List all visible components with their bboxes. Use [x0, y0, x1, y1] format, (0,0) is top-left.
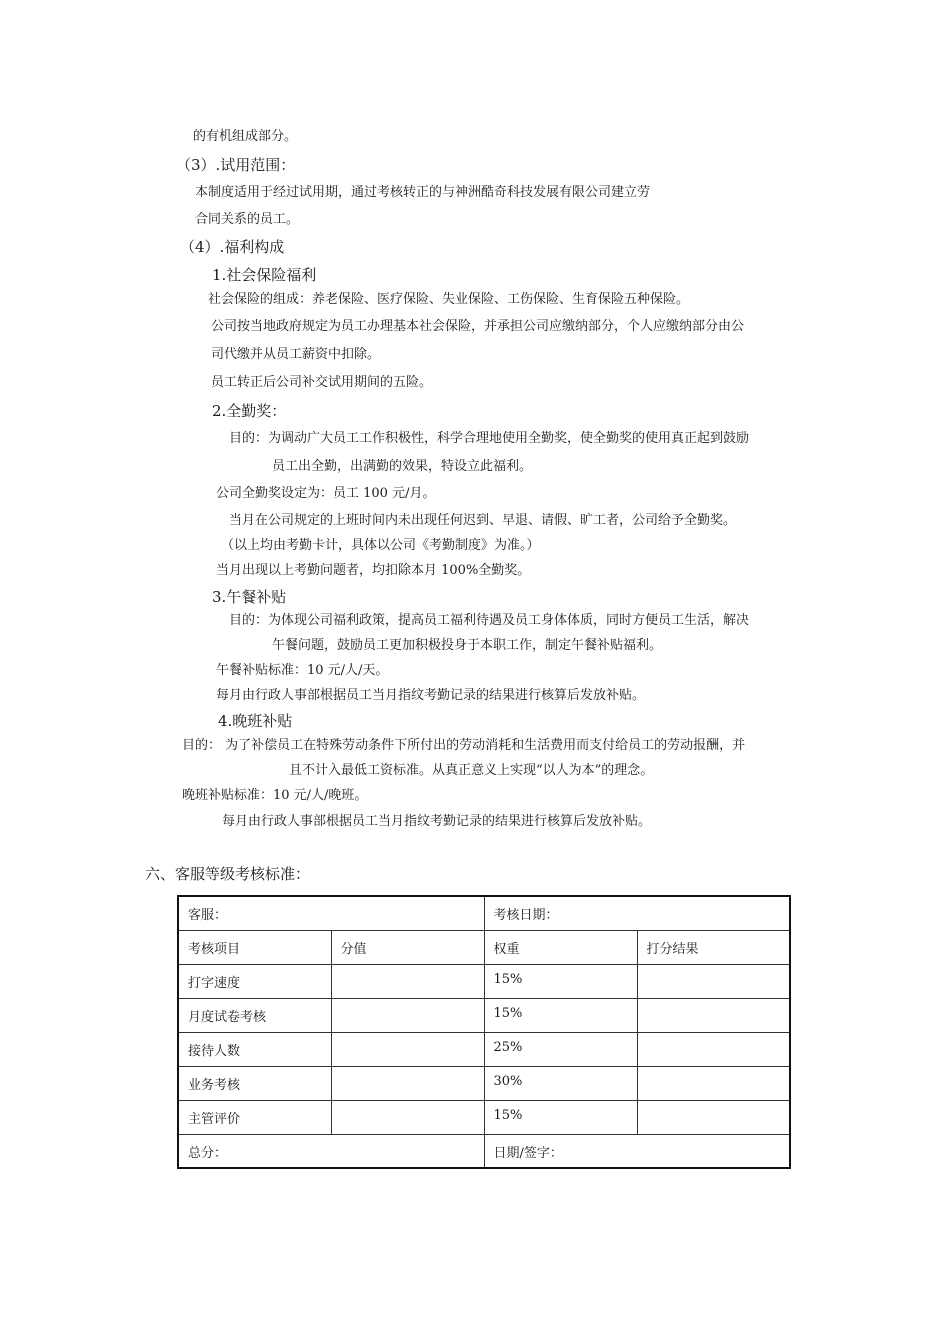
social-line: 员工转正后公司补交试用期间的五险。 — [211, 375, 433, 390]
lunch-title: 3.午餐补贴 — [212, 588, 287, 606]
column-header: 打分结果 — [637, 930, 790, 964]
night-shift-title: 4.晚班补贴 — [218, 712, 293, 730]
score-cell[interactable] — [331, 1032, 484, 1066]
table-row — [178, 964, 790, 998]
lunch-payment: 每月由行政人事部根据员工当月指纹考勤记录的结果进行核算后发放补贴。 — [216, 688, 646, 703]
night-purpose: 目的： 为了补偿员工在特殊劳动条件下所付出的劳动消耗和生活费用而支付给员工的劳动报酬，并 — [182, 738, 746, 753]
table-row — [178, 1134, 790, 1168]
table-row — [178, 1066, 790, 1100]
attendance-purpose: 目的：为调动广大员工工作积极性，科学合理地使用全勤奖，使全勤奖的使用真正起到鼓励 — [229, 431, 750, 446]
table-row — [178, 896, 790, 930]
item-cell: 接待人数 — [178, 1032, 331, 1066]
lunch-purpose: 午餐问题，鼓励员工更加积极投身于本职工作，制定午餐补贴福利。 — [272, 638, 663, 653]
score-cell[interactable] — [331, 1066, 484, 1100]
attendance-rule: （以上均由考勤卡计，具体以公司《考勤制度》为准。） — [221, 538, 540, 553]
item-cell: 主管评价 — [178, 1100, 331, 1134]
weight-cell: 25% — [484, 1032, 637, 1066]
table-row — [178, 1032, 790, 1066]
result-cell[interactable] — [637, 998, 790, 1032]
score-cell[interactable] — [331, 1100, 484, 1134]
attendance-purpose: 员工出全勤，出满勤的效果，特设立此福利。 — [272, 459, 533, 474]
table-row — [178, 998, 790, 1032]
attendance-title: 2.全勤奖： — [212, 402, 287, 420]
result-cell[interactable] — [637, 964, 790, 998]
night-standard: 晚班补贴标准：10 元/人/晚班。 — [182, 788, 368, 803]
scope-line: 本制度适用于经过试用期，通过考核转正的与神洲酷奇科技发展有限公司建立劳 — [195, 185, 651, 200]
social-line: 公司按当地政府规定为员工办理基本社会保险，并承担公司应缴纳部分，个人应缴纳部分由公 — [211, 319, 745, 334]
customer-service-cell[interactable]: 客服： — [178, 896, 484, 930]
weight-cell: 15% — [484, 964, 637, 998]
social-line: 社会保险的组成：养老保险、医疗保险、失业保险、工伤保险、生育保险五种保险。 — [208, 292, 690, 307]
score-cell[interactable] — [331, 964, 484, 998]
welfare-heading: （4）.福利构成 — [180, 238, 285, 256]
night-payment: 每月由行政人事部根据员工当月指纹考勤记录的结果进行核算后发放补贴。 — [222, 814, 652, 829]
intro-tail: 的有机组成部分。 — [193, 129, 298, 144]
scope-line: 合同关系的员工。 — [195, 212, 300, 227]
lunch-purpose: 目的：为体现公司福利政策，提高员工福利待遇及员工身体体质，同时方便员工生活，解决 — [229, 613, 750, 628]
assessment-date-cell[interactable]: 考核日期： — [484, 896, 790, 930]
social-line: 司代缴并从员工薪资中扣除。 — [211, 347, 381, 362]
score-cell[interactable] — [331, 998, 484, 1032]
item-cell: 业务考核 — [178, 1066, 331, 1100]
column-header: 权重 — [484, 930, 637, 964]
result-cell[interactable] — [637, 1032, 790, 1066]
assessment-table — [177, 895, 791, 1169]
date-signature-cell[interactable]: 日期/签字： — [484, 1134, 790, 1168]
attendance-rule: 当月出现以上考勤问题者，均扣除本月 100%全勤奖。 — [216, 563, 531, 578]
total-score-cell[interactable]: 总分： — [178, 1134, 484, 1168]
weight-cell: 15% — [484, 1100, 637, 1134]
column-header: 考核项目 — [178, 930, 331, 964]
weight-cell: 15% — [484, 998, 637, 1032]
night-purpose: 且不计入最低工资标准。从真正意义上实现“以人为本”的理念。 — [289, 763, 654, 778]
lunch-standard: 午餐补贴标准：10 元/人/天。 — [216, 663, 389, 678]
weight-cell: 30% — [484, 1066, 637, 1100]
table-header-row — [178, 930, 790, 964]
attendance-rule: 当月在公司规定的上班时间内未出现任何迟到、早退、请假、旷工者，公司给予全勤奖。 — [229, 513, 737, 528]
result-cell[interactable] — [637, 1066, 790, 1100]
result-cell[interactable] — [637, 1100, 790, 1134]
table-row — [178, 1100, 790, 1134]
item-cell: 月度试卷考核 — [178, 998, 331, 1032]
attendance-amount: 公司全勤奖设定为：员工 100 元/月。 — [216, 486, 436, 501]
item-cell: 打字速度 — [178, 964, 331, 998]
section-six-heading: 六、客服等级考核标准： — [145, 865, 311, 883]
scope-heading: （3）.试用范围： — [176, 156, 296, 174]
column-header: 分值 — [331, 930, 484, 964]
social-insurance-title: 1.社会保险福利 — [212, 266, 317, 284]
